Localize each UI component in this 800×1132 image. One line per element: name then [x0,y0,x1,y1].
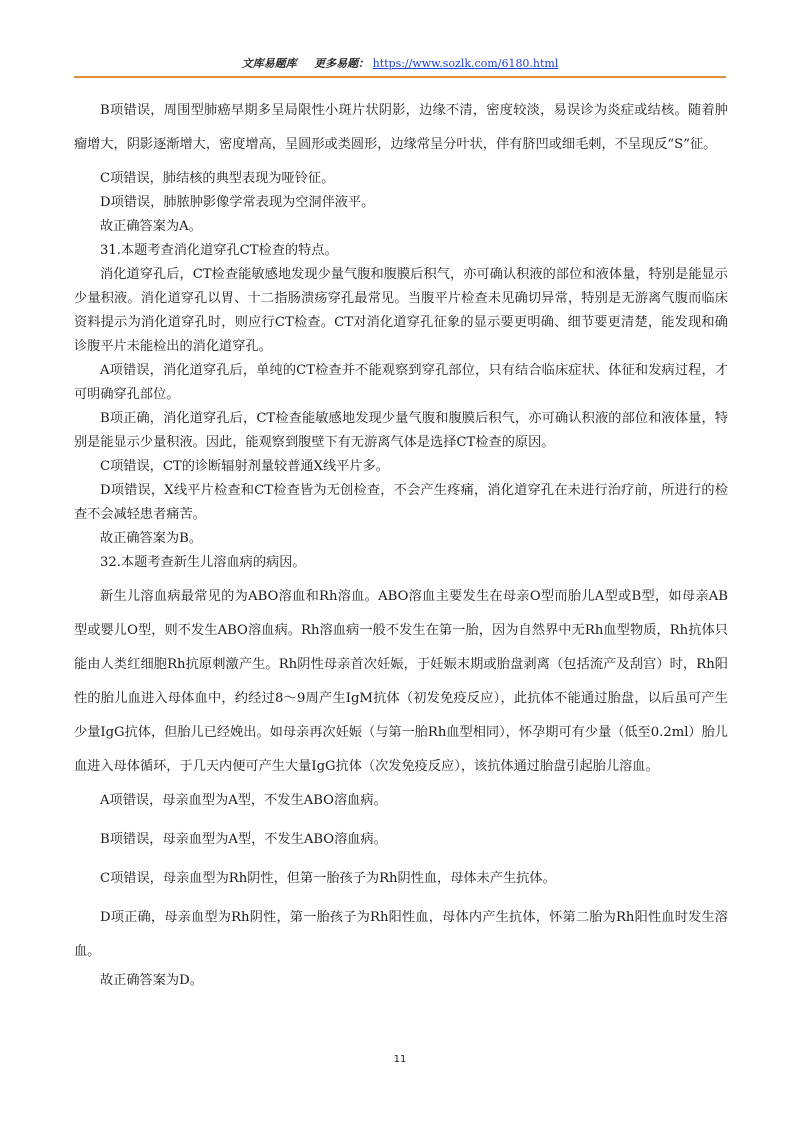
paragraph-32-explanation: 新生儿溶血病最常见的为ABO溶血和Rh溶血。ABO溶血主要发生在母亲O型而胎儿A型或B型，如母亲AB型或婴儿O型，则不发生ABO溶血病。Rh溶血病一般不发生在第一胎，因为自然界中无Rh血型物质，Rh抗体只能由人类红细胞Rh抗原刺激产生。Rh阴性母亲首次妊娠，于妊娠末期或胎盘剥离（包括流产及刮宫）时，Rh阳性的胎儿血进入母体血中，约经过8～9周产生IgM抗体（初发免疫反应），此抗体不能通过胎盘，以后虽可产生少量IgG抗体，但胎儿已经娩出。如母亲再次妊娠（与第一胎Rh血型相同），怀孕期可有少量（低至0.2ml）胎儿血进入母体循环，于几天内便可产生大量IgG抗体（次发免疫反应），该抗体通过胎盘引起胎儿溶血。 [74,589,728,774]
paragraph-32-option-a: A项错误，母亲血型为A型，不发生ABO溶血病。 [100,793,387,808]
header-label: 更多易题： [314,57,370,70]
question-32-heading: 32.本题考查新生儿溶血病的病因。 [100,555,306,570]
header-brand: 文库易题库 [241,57,297,70]
paragraph-31-explanation: 消化道穿孔后，CT检查能敏感地发现少量气腹和腹膜后积气，亦可确认积液的部位和液体量，特别是能显示少量积液。消化道穿孔以胃、十二指肠溃疡穿孔最常见。当腹平片检查未见确切异常，特别是无游离气腹而临床资料提示为消化道穿孔时，则应行CT检查。CT对消化道穿孔征象的显示要更明确、细节要更清楚，能发现和确诊腹平片未能检出的消化道穿孔。 [74,267,728,354]
paragraph-c-error-tb: C项错误，肺结核的典型表现为哑铃征。 [100,171,335,186]
paragraph-31-option-b: B项正确，消化道穿孔后，CT检查能敏感地发现少量气腹和腹膜后积气，亦可确认积液的部位和液体量，特别是能显示少量积液。因此，能观察到腹壁下有无游离气体是选择CT检查的原因。 [74,411,728,450]
question-31-heading: 31.本题考查消化道穿孔CT检查的特点。 [100,243,338,258]
paragraph-32-option-b: B项错误，母亲血型为A型，不发生ABO溶血病。 [100,832,387,847]
answer-31: 故正确答案为B。 [100,531,203,546]
page-header [74,56,726,72]
answer-30: 故正确答案为A。 [100,219,202,234]
document-body [74,94,728,993]
paragraph-31-option-a: A项错误，消化道穿孔后，单纯的CT检查并不能观察到穿孔部位，只有结合临床症状、体征和发病过程，才可明确穿孔部位。 [74,363,728,402]
paragraph-b-error-lung: B项错误，周围型肺癌早期多呈局限性小斑片状阴影，边缘不清，密度较淡，易误诊为炎症或结核。随着肿瘤增大，阴影逐渐增大，密度增高，呈圆形或类圆形，边缘常呈分叶状，伴有脐凹或细毛刺，不呈现反“S”征。 [74,103,728,152]
paragraph-32-option-d: D项正确，母亲血型为Rh阴性，第一胎孩子为Rh阳性血，母体内产生抗体，怀第二胎为Rh阳性血时发生溶血。 [74,910,728,959]
paragraph-32-option-c: C项错误，母亲血型为Rh阴性，但第一胎孩子为Rh阴性血，母体未产生抗体。 [100,871,556,886]
header-url-link[interactable]: https://www.sozlk.com/6180.html [372,57,559,70]
paragraph-31-option-d: D项错误，X线平片检查和CT检查皆为无创检查，不会产生疼痛，消化道穿孔在未进行治疗前，所进行的检查不会减轻患者痛苦。 [74,483,728,522]
header-divider [74,76,726,78]
page-number: 11 [393,1054,407,1065]
paragraph-d-error-abscess: D项错误，肺脓肿影像学常表现为空洞伴液平。 [100,195,375,210]
answer-32: 故正确答案为D。 [100,973,203,988]
paragraph-31-option-c: C项错误，CT的诊断辐射剂量较普通X线平片多。 [100,459,389,474]
